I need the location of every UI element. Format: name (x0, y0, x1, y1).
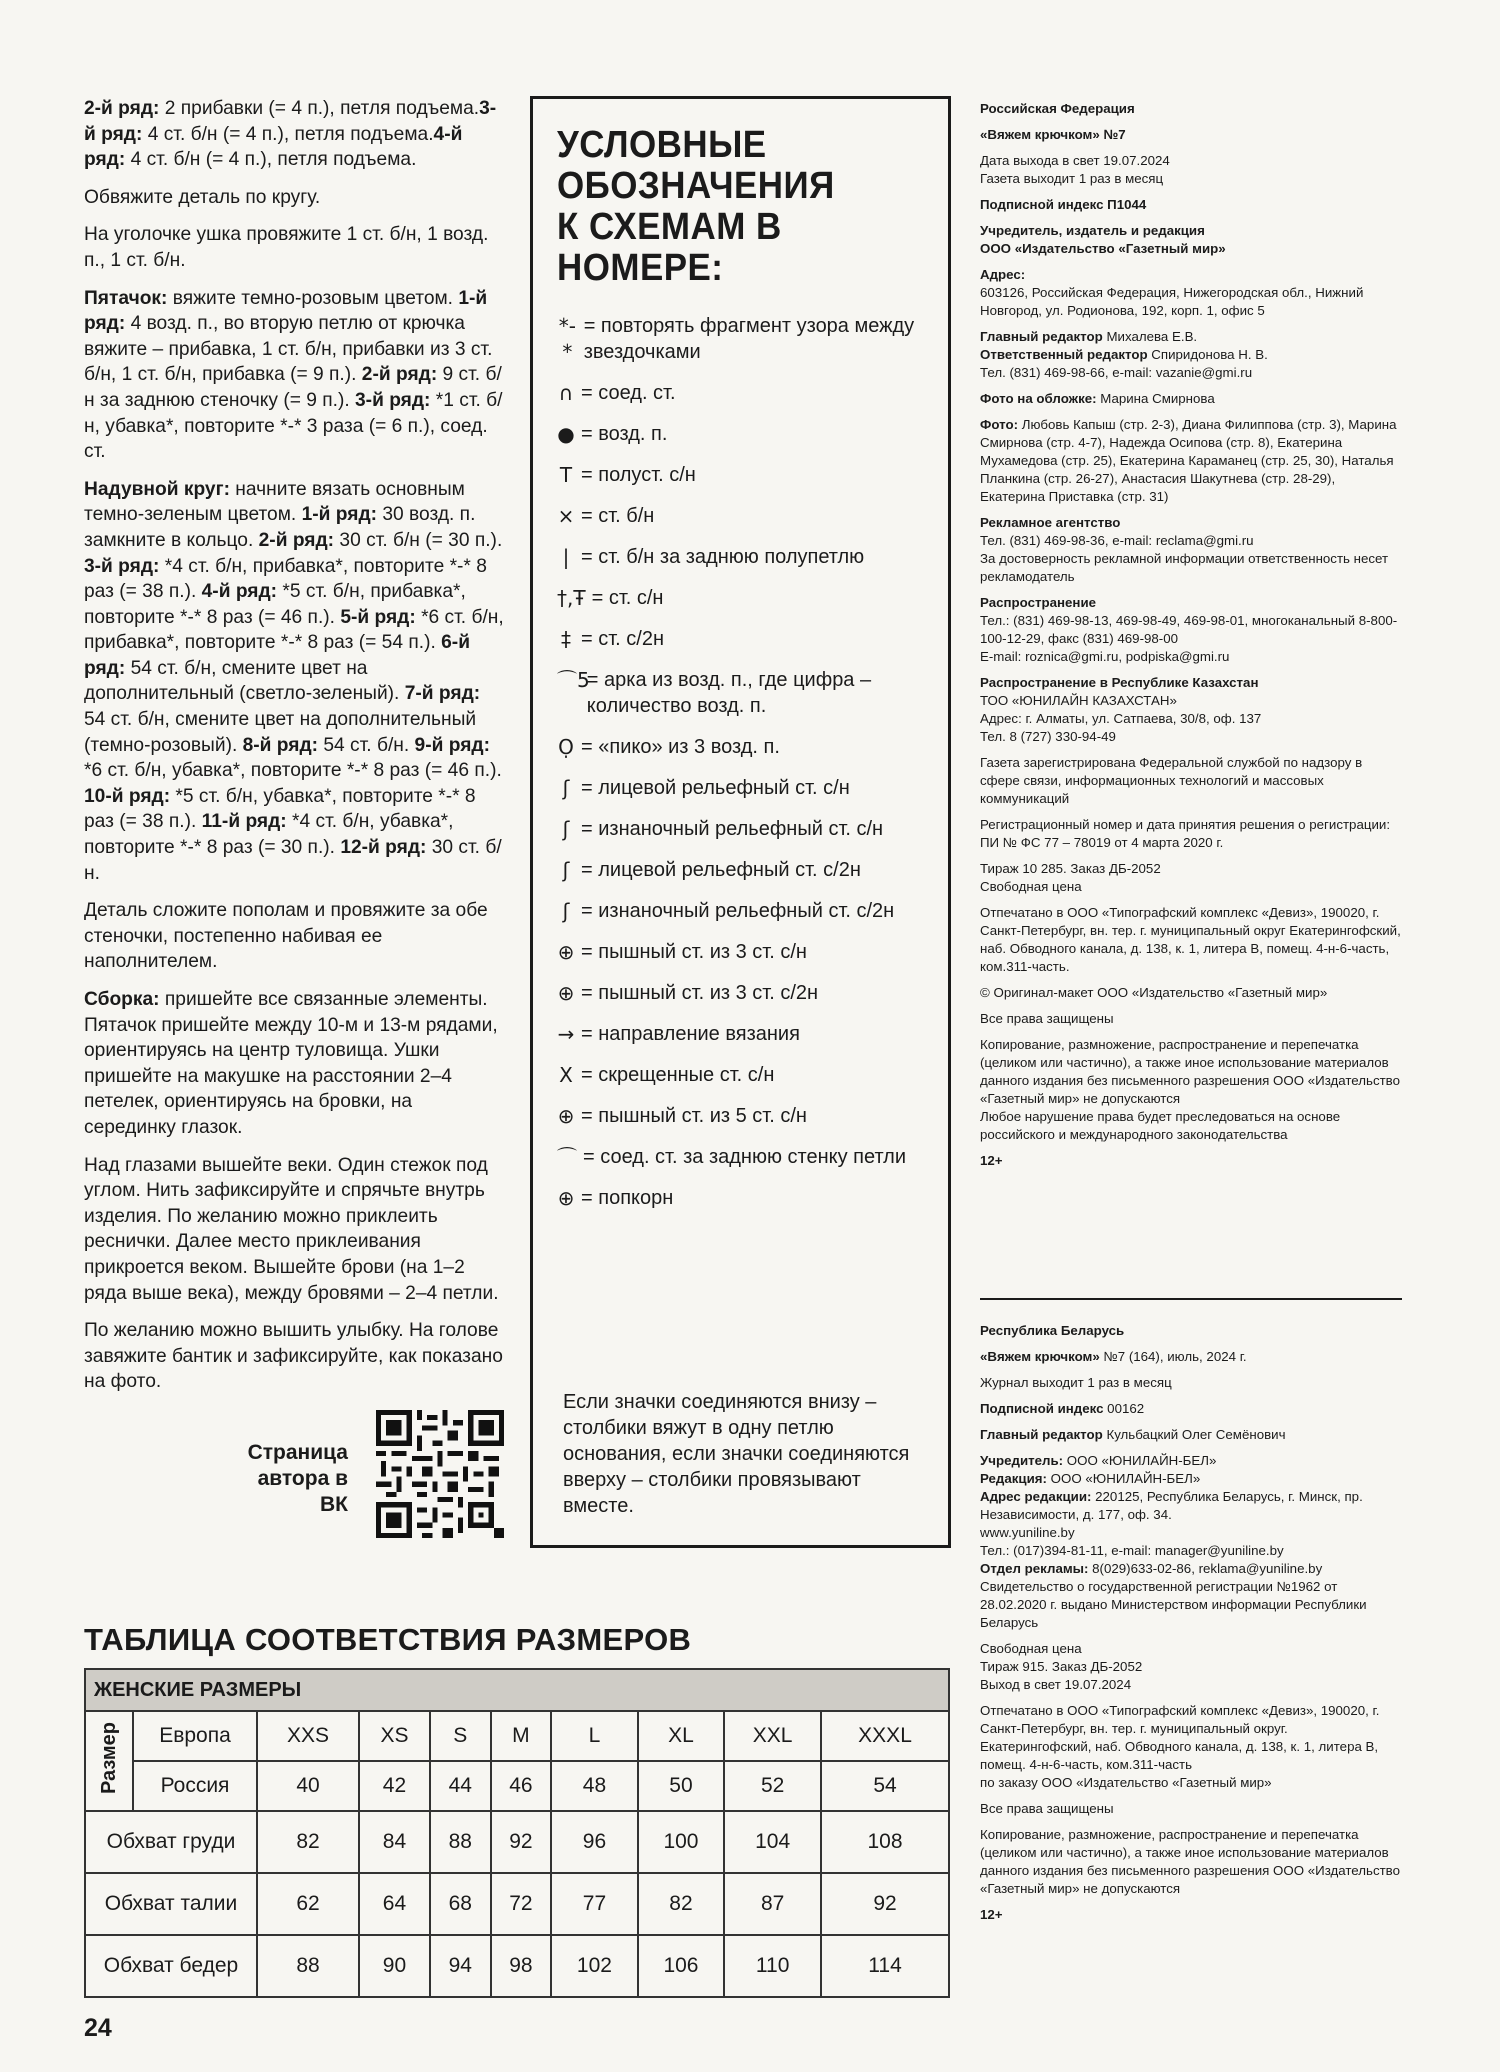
size-europe-cell: L (551, 1711, 638, 1761)
measurement-cell: 88 (257, 1935, 359, 1997)
row-text: 4 ст. б/н (= 4 п.), петля подъема. (125, 149, 417, 171)
imprint-magazine: «Вяжем крючком» №7 (980, 127, 1126, 142)
legend-list (557, 313, 928, 1211)
legend-item (557, 1185, 928, 1211)
eyelids-paragraph: Над глазами вышейте веки. Один стежок под углом. Нить зафиксируйте и спрячьте внутрь изделия. По желанию можно приклеить реснички. Далее место приклеивания прикроется веком. Вышейте брови (на 1–2 ряда выше века), между бровями – 2–4 петли. (84, 1154, 499, 1304)
imprint-address: Адрес: 603126, Российская Федерация, Нижегородская обл., Нижний Новгород, ул. Родионова, 192, корп. 1, офис 5 (980, 267, 1364, 318)
row-label: 3-й ряд: (84, 98, 497, 145)
stitch-symbol-icon: ⊕ (557, 981, 575, 1005)
qr-code-icon[interactable] (376, 1410, 504, 1538)
europe-label: Европа (133, 1711, 257, 1761)
measurement-cell: 82 (257, 1811, 359, 1873)
row-label: 9-й ряд: (414, 734, 490, 756)
measurement-cell: 94 (430, 1935, 491, 1997)
stitch-symbol-icon: ● (557, 422, 575, 446)
stitch-symbol-icon: Ọ (558, 735, 574, 759)
legend-item-text: = соед. ст. (581, 382, 676, 404)
row-label: 12-й ряд: (340, 837, 427, 859)
stitch-symbol-icon: ⊕ (557, 1186, 575, 1210)
author-page-qr-block (230, 1410, 508, 1542)
legend-item (557, 462, 928, 488)
size-russia-cell: 44 (430, 1761, 491, 1811)
measurement-cell: 87 (724, 1873, 821, 1935)
legend-item-text: = изнаночный рельефный ст. с/н (581, 818, 884, 840)
imprint-reg-number: Регистрационный номер и дата принятия решения о регистрации: ПИ № ФС 77 – 78019 от 4 марта 2020 г. (980, 817, 1391, 850)
legend-item (557, 1144, 928, 1170)
measurement-cell: 96 (551, 1811, 638, 1873)
row-label: 6-й ряд: (84, 632, 470, 679)
legend-item (557, 898, 928, 924)
stitch-symbol-icon: ʃ (562, 858, 570, 882)
measurement-label: Обхват груди (85, 1811, 257, 1873)
size-table (84, 1668, 950, 1998)
size-europe-cell: XXS (257, 1711, 359, 1761)
row-text: 9 ст. б/н за заднюю стеночку (= 9 п.). (84, 364, 502, 411)
measurement-cell: 92 (821, 1873, 949, 1935)
legend-item-text: = пышный ст. из 3 ст. с/н (581, 941, 807, 963)
row-label: 4-й ряд: (201, 581, 278, 603)
size-russia-cell: 50 (638, 1761, 725, 1811)
row-text: 54 ст. б/н. (318, 734, 415, 756)
imprint-kazakhstan: Распространение в Республике Казахстан ТОО «ЮНИЛАЙН КАЗАХСТАН» Адрес: г. Алматы, ул. Сатпаева, 30/8, оф. 137 Тел. 8 (727) 330-94-49 (980, 675, 1262, 744)
legend-item-text: = соед. ст. за заднюю стенку петли (583, 1146, 907, 1168)
table-row (85, 1761, 949, 1811)
legend-item-text: = полуст. с/н (581, 464, 696, 486)
row-label: 11-й ряд: (201, 811, 287, 833)
legend-item-text: = попкорн (581, 1187, 674, 1209)
imprint-cover-photo: Фото на обложке: (980, 391, 1097, 406)
size-russia-cell: 48 (551, 1761, 638, 1811)
row-label: 2-й ряд: (84, 98, 160, 119)
legend-item-text: = возд. п. (581, 423, 668, 445)
row-text: *1 ст. б/н, убавка*, повторите *-* 3 раза (= 6 п.), соед. ст. (84, 389, 503, 463)
stitch-symbol-icon: ⊕ (557, 940, 575, 964)
size-table-section: ЖЕНСКИЕ РАЗМЕРЫ (85, 1669, 949, 1711)
legend-item-text: = арка из возд. п., где цифра – количество возд. п. (586, 669, 872, 717)
imprint-russia: Российская Федерация «Вяжем крючком» №7 Дата выхода в свет 19.07.2024 Газета выходит 1 раз в месяц Подписной индекс П1044 Учредитель, издатель и редакция ООО «Издательство «Газетный мир» Адрес: 603126, Российская Федерация, Нижегородская обл., Нижний Новгород, ул. Родионова, 192, корп. 1, офис 5 Главный редактор Михалева Е.В. Ответственный редактор Спиридонова Н. В. Тел. (831) 469-98-66, e-mail: vazanie@gmi.ru Фото на обложке: Марина Смирнова Фото: Любовь Капыш (стр. 2-3), Диана Филиппова (стр. 3), Марина Смирнова (стр. 4-7), Надежда Осипова (стр. 8), Екатерина Мухамедова (стр. 25), Екатерина Караманец (стр. 25, 30), Наталья Планкина (стр. 26-27), Анастасия Шакутнева (стр. 28-29), Екатерина Приставка (стр. 31) Рекламное агентство Тел. (831) 469-98-36, e-mail: reclama@gmi.ru За достоверность рекламной информации ответственность несет рекламодатель Распространение Тел.: (831) 469-98-13, 469-98-49, 469-98-01, многоканальный 8-800-100-12-29, факс (831) 469-98-00 E-mail: roznica@gmi.ru, podpiska@gmi.ru Распространение в Республике Казахстан ТОО «ЮНИЛАЙН КАЗАХСТАН» Адрес: г. Алматы, ул. Сатпаева, 30/8, оф. 137 Тел. 8 (727) 330-94-49 Газета зарегистрирована Федеральной службой по надзору в сфере связи, информационных технологий и массовых коммуникаций Регистрационный номер и дата принятия решения о регистрации: ПИ № ФС 77 – 78019 от 4 марта 2020 г. Тираж 10 285. Заказ ДБ-2052 Свободная цена Отпечатано в ООО «Типографский комплекс «Девиз», 190020, г. Санкт-Петербург, вн. тер. г. муниципальный округ Екатерингофский, наб. Обводного канала, д. 138, к. 1, литера В, помещ. 4-н-6-часть, ком.311-часть. © Оригинал-макет ООО «Издательство «Газетный мир» Все права защищены Копирование, размножение, распространение и перепечатка (целиком или частично), а также иное использование материалов данного издания без письменного разрешения ООО «Издательство «Газетный мир» не допускаются Любое нарушение права будет преследоваться на основе российского и международного законодательства 12+ (980, 101, 1401, 1168)
table-row (85, 1811, 949, 1873)
legend-item (557, 503, 928, 529)
row-text: вяжите темно-розовым цветом. (167, 287, 459, 309)
row-text: пришейте все связанные элементы. Пятачок пришейте между 10-м и 13-м рядами, ориентируясь на центр туловища. Ушки пришейте на макушке на расстоянии 2–4 петелек, ориентируясь на бровки, на серединку глазок. (84, 989, 498, 1138)
row-text: 54 ст. б/н, смените цвет на дополнительный (светло-зеленый). (84, 657, 405, 705)
measurement-cell: 114 (821, 1935, 949, 1997)
stitch-symbol-icon: ʃ (562, 899, 570, 923)
stitch-symbol-icon: ⌒5 (557, 668, 590, 692)
legend-item (557, 1021, 928, 1047)
measurement-cell: 68 (430, 1873, 491, 1935)
legend-item-text: = ст. б/н за заднюю полупетлю (581, 546, 865, 568)
size-europe-cell: XXL (724, 1711, 821, 1761)
stitch-symbol-icon: ∩ (558, 381, 574, 405)
legend-item (557, 626, 928, 652)
measurement-cell: 72 (491, 1873, 552, 1935)
legend-item-text: = ст. с/2н (581, 628, 665, 650)
row-text: 30 ст. б/н. (84, 837, 502, 884)
legend-item (557, 1103, 928, 1129)
row-text: *5 ст. б/н, прибавка*, повторите *-* 8 раз (= 46 п.). (84, 581, 466, 628)
row-label: 2-й ряд: (258, 529, 335, 551)
row-label: 1-й ряд: (84, 287, 488, 335)
row-label: 1-й ряд: (301, 504, 378, 526)
row-label: 10-й ряд: (84, 785, 171, 807)
row-text: 30 ст. б/н (= 30 п.). (334, 529, 503, 551)
imprint-copyright: © Оригинал-макет ООО «Издательство «Газетный мир» (980, 985, 1328, 1000)
legend-item (557, 667, 928, 719)
legend-note: Если значки соединяются внизу – столбики вяжут в одну петлю основания, если значки соединяются вверху – столбики провязывают вместе. (563, 1391, 910, 1517)
imprint-date-block: Дата выхода в свет 19.07.2024 Газета выходит 1 раз в месяц (980, 153, 1170, 186)
legend-item-text: = ст. б/н (581, 505, 655, 527)
size-europe-cell: M (491, 1711, 552, 1761)
imprint-photos: Фото: Любовь Капыш (стр. 2-3), Диана Филиппова (стр. 3), Марина Смирнова (стр. 4-7), Надежда Осипова (стр. 8), Екатерина Мухамедова (стр. 25), Екатерина Караманец (стр. 25, 30), Наталья Планкина (стр. 26-27), Анастасия Шакутнева (стр. 28-29), Екатерина Приставка (стр. 31) (980, 417, 1397, 504)
symbols-legend-box (530, 96, 951, 1548)
table-row (85, 1711, 949, 1761)
table-row (85, 1935, 949, 1997)
measurement-cell: 90 (359, 1935, 430, 1997)
measurement-cell: 104 (724, 1811, 821, 1873)
size-europe-cell: XS (359, 1711, 430, 1761)
imprint-by-country: Республика Беларусь (980, 1323, 1125, 1338)
legend-item (557, 816, 928, 842)
row-text: 4 ст. б/н (= 4 п.), петля подъема. (142, 123, 434, 145)
measurement-cell: 64 (359, 1873, 430, 1935)
measurement-cell: 88 (430, 1811, 491, 1873)
row-label: Сборка: (84, 989, 160, 1010)
size-russia-cell: 42 (359, 1761, 430, 1811)
imprint-ads: Рекламное агентство Тел. (831) 469-98-36, e-mail: reclama@gmi.ru За достоверность рекламной информации ответственность несет рекламодатель (980, 515, 1389, 584)
imprint-country: Российская Федерация (980, 101, 1135, 116)
table-row (85, 1873, 949, 1935)
row-text: 2 прибавки (= 4 п.), петля подъема. (159, 98, 480, 119)
legend-item-text: = направление вязания (581, 1023, 800, 1045)
row-text: начните вязать основным темно-зеленым цветом. (84, 478, 465, 526)
ear-corner-paragraph: На уголочке ушка провяжите 1 ст. б/н, 1 возд. п., 1 ст. б/н. (84, 224, 489, 271)
stitch-symbol-icon: ‡ (561, 627, 571, 651)
stitch-symbol-icon: → (557, 1022, 575, 1046)
imprint-founder: Учредитель, издатель и редакция ООО «Издательство «Газетный мир» (980, 223, 1226, 256)
imprint-belarus: Республика Беларусь «Вяжем крючком» №7 (164), июль, 2024 г. Журнал выходит 1 раз в месяц Подписной индекс 00162 Главный редактор Кульбацкий Олег Семёнович Учредитель: ООО «ЮНИЛАЙН-БЕЛ» Редакция: ООО «ЮНИЛАЙН-БЕЛ» Адрес редакции: 220125, Республика Беларусь, г. Минск, пр. Независимости, д. 177, оф. 34. www.yuniline.by Тел.: (017)394-81-11, e-mail: manager@yuniline.by Отдел рекламы: 8(029)633-02-86, reklama@yuniline.by Свидетельство о государственной регистрации №1962 от 28.02.2020 г. выдано Министерством информации Республики Беларусь Свободная цена Тираж 915. Заказ ДБ-2052 Выход в свет 19.07.2024 Отпечатано в ООО «Типографский комплекс «Девиз», 190020, г. Санкт-Петербург, вн. тер. г. муниципальный округ. Екатерингофский, наб. Обводного канала, д. 138, к. 1, литера В, помещ. 4-н-6-часть, ком.311-часть по заказу ООО «Издательство «Газетный мир» Все права защищены Копирование, размножение, распространение и перепечатка (целиком или частично), а также иное использование материалов данного издания без письменного разрешения ООО «Издательство «Газетный мир» не допускаются 12+ (980, 1323, 1400, 1922)
measurement-cell: 98 (491, 1935, 552, 1997)
imprint-by-circulation: Свободная цена Тираж 915. Заказ ДБ-2052 Выход в свет 19.07.2024 (980, 1641, 1143, 1692)
imprint-copying: Копирование, размножение, распространение и перепечатка (целиком или частично), а также иное использование материалов данного издания без письменного разрешения ООО «Издательство «Газетный мир» не допускаются Любое нарушение права будет преследоваться на основе российского и международного законодательства (980, 1037, 1400, 1142)
measurement-cell: 82 (638, 1873, 725, 1935)
age-rating: 12+ (980, 1153, 1003, 1168)
row-label: 3-й ряд: (355, 389, 431, 411)
legend-item-text: = пышный ст. из 3 ст. с/2н (581, 982, 819, 1004)
smile-paragraph: По желанию можно вышить улыбку. На голове завяжите бантик и зафиксируйте, как показано на фото. (84, 1320, 503, 1393)
row-label: 7-й ряд: (404, 683, 481, 705)
imprint-by-contacts: Учредитель: ООО «ЮНИЛАЙН-БЕЛ» Редакция: ООО «ЮНИЛАЙН-БЕЛ» Адрес редакции: 220125, Республика Беларусь, г. Минск, пр. Независимости, д. 177, оф. 34. www.yuniline.by Тел.: (017)394-81-11, e-mail: manager@yuniline.by Отдел рекламы: 8(029)633-02-86, reklama@yuniline.by Свидетельство о государственной регистрации №1962 от 28.02.2020 г. выдано Министерством информации Республики Беларусь (980, 1453, 1367, 1630)
measurement-cell: 77 (551, 1873, 638, 1935)
imprint-registration: Газета зарегистрирована Федеральной службой по надзору в сфере связи, информационных технологий и массовых коммуникаций (980, 755, 1363, 806)
legend-item-text: = ст. с/н (591, 587, 664, 609)
row-text: 4 возд. п., во вторую петлю от крючка вяжите – прибавка, 1 ст. б/н, прибавки из 3 ст. б/н, 1 ст. б/н, прибавка (= 9 п.). (84, 313, 493, 386)
legend-item (557, 734, 928, 760)
legend-item-text: = скрещенные ст. с/н (581, 1064, 775, 1086)
row-text: *4 ст. б/н, прибавка*, повторите *-* 8 раз (= 38 п.). (84, 555, 487, 603)
row-label: 5-й ряд: (340, 606, 416, 628)
imprint-divider (980, 1298, 1402, 1300)
measurement-cell: 84 (359, 1811, 430, 1873)
row-text: *6 ст. б/н, прибавка*, повторите *-* 8 раз (= 54 п.). (84, 606, 504, 654)
row-label: Надувной круг: (84, 478, 230, 500)
legend-item (557, 857, 928, 883)
row-label: 2-й ряд: (361, 364, 438, 386)
stitch-symbol-icon: *-* (558, 314, 576, 364)
imprint-printer: Отпечатано в ООО «Типографский комплекс «Девиз», 190020, г. Санкт-Петербург, вн. тер. г. муниципальный округ Екатерингофский, наб. Обводного канала, д. 138, к. 1, литера В, помещ. 4-н-6-часть, ком.311-часть. (980, 905, 1401, 974)
legend-title: УСЛОВНЫЕ ОБОЗНАЧЕНИЯ К СХЕМАМ В НОМЕРЕ: (557, 124, 835, 289)
row-label: 3-й ряд: (84, 555, 160, 577)
legend-item (557, 544, 928, 570)
measurement-label: Обхват талии (85, 1873, 257, 1935)
legend-item (557, 313, 928, 365)
size-vertical-label: Размер (85, 1711, 133, 1811)
imprint-rights: Все права защищены (980, 1011, 1114, 1026)
measurement-cell: 100 (638, 1811, 725, 1873)
border-paragraph: Обвяжите деталь по кругу. (84, 186, 321, 208)
size-europe-cell: XXXL (821, 1711, 949, 1761)
size-europe-cell: S (430, 1711, 491, 1761)
russia-label: Россия (133, 1761, 257, 1811)
measurement-cell: 108 (821, 1811, 949, 1873)
measurement-cell: 110 (724, 1935, 821, 1997)
stitch-symbol-icon: ʃ (562, 817, 570, 841)
size-russia-cell: 52 (724, 1761, 821, 1811)
legend-item (557, 775, 928, 801)
legend-item-text: = пышный ст. из 5 ст. с/н (581, 1105, 807, 1127)
size-europe-cell: XL (638, 1711, 725, 1761)
row-text: 30 возд. п. замкните в кольцо. (84, 504, 476, 551)
measurement-cell: 62 (257, 1873, 359, 1935)
row-text: *6 ст. б/н, убавка*, повторите *-* 8 раз (= 46 п.). (84, 760, 502, 782)
stitch-symbol-icon: | (562, 545, 570, 569)
snout-paragraph (84, 286, 506, 465)
legend-item (557, 585, 928, 611)
measurement-label: Обхват бедер (85, 1935, 257, 1997)
size-table-title: ТАБЛИЦА СООТВЕТСТВИЯ РАЗМЕРОВ (84, 1622, 692, 1657)
stitch-symbol-icon: †,Ŧ (557, 586, 586, 610)
stitch-symbol-icon: ʃ (562, 776, 570, 800)
stitch-symbol-icon: T (559, 463, 573, 487)
imprint-circulation: Тираж 10 285. Заказ ДБ-2052 Свободная цена (980, 861, 1161, 894)
legend-item (557, 1062, 928, 1088)
size-russia-cell: 40 (257, 1761, 359, 1811)
stitch-symbol-icon: X (559, 1063, 573, 1087)
imprint-by-printer: Отпечатано в ООО «Типографский комплекс «Девиз», 190020, г. Санкт-Петербург, вн. тер. г. муниципальный округ. Екатерингофский, наб. Обводного канала, д. 138, к. 1, литера В, помещ. 4-н-6-часть, ком.311-часть по заказу ООО «Издательство «Газетный мир» (980, 1703, 1380, 1790)
measurement-cell: 106 (638, 1935, 725, 1997)
legend-item-text: = изнаночный рельефный ст. с/2н (581, 900, 895, 922)
size-russia-cell: 54 (821, 1761, 949, 1811)
legend-item (557, 939, 928, 965)
imprint-index: Подписной индекс П1044 (980, 197, 1147, 212)
stitch-symbol-icon: ⌒ (557, 1145, 577, 1169)
row-text: *4 ст. б/н, убавка*, повторите *-* 8 раз (= 30 п.). (84, 811, 454, 859)
measurement-cell: 92 (491, 1811, 552, 1873)
legend-item-text: = лицевой рельефный ст. с/н (581, 777, 850, 799)
row-label: Пятачок: (84, 287, 168, 309)
legend-item-text: = лицевой рельефный ст. с/2н (581, 859, 861, 881)
size-russia-cell: 46 (491, 1761, 552, 1811)
legend-item (557, 980, 928, 1006)
legend-item-text: = повторять фрагмент узора между звездочками (583, 315, 915, 363)
fold-paragraph: Деталь сложите пополам и провяжите за обе стеночки, постепенно набивая ее наполнителем. (84, 900, 488, 973)
legend-item (557, 380, 928, 406)
instructions-column (84, 96, 506, 1407)
legend-item (557, 421, 928, 447)
legend-item-text: = «пико» из 3 возд. п. (581, 736, 780, 758)
row-label: 4-й ряд: (84, 123, 463, 171)
row-text: 54 ст. б/н, смените цвет на дополнительный (темно-розовый). (84, 709, 477, 756)
stitch-symbol-icon: ⊕ (557, 1104, 575, 1128)
imprint-editors: Главный редактор Михалева Е.В. Ответственный редактор Спиридонова Н. В. Тел. (831) 469-98-66, e-mail: vazanie@gmi.ru (980, 329, 1268, 380)
swim-ring-paragraph (84, 477, 506, 887)
page-number: 24 (84, 2014, 112, 2042)
measurement-cell: 102 (551, 1935, 638, 1997)
row-text: *5 ст. б/н, убавка*, повторите *-* 8 раз (= 38 п.). (84, 785, 476, 833)
age-rating-by: 12+ (980, 1907, 1003, 1922)
rows-paragraph (84, 96, 506, 173)
assembly-paragraph (84, 987, 506, 1141)
imprint-distribution: Распространение Тел.: (831) 469-98-13, 469-98-49, 469-98-01, многоканальный 8-800-100-12-29, факс (831) 469-98-00 E-mail: roznica@gmi.ru, podpiska@gmi.ru (980, 595, 1398, 664)
stitch-symbol-icon: × (557, 504, 575, 528)
row-label: 8-й ряд: (242, 734, 319, 756)
qr-caption: Страница автора в ВК (247, 1441, 348, 1516)
